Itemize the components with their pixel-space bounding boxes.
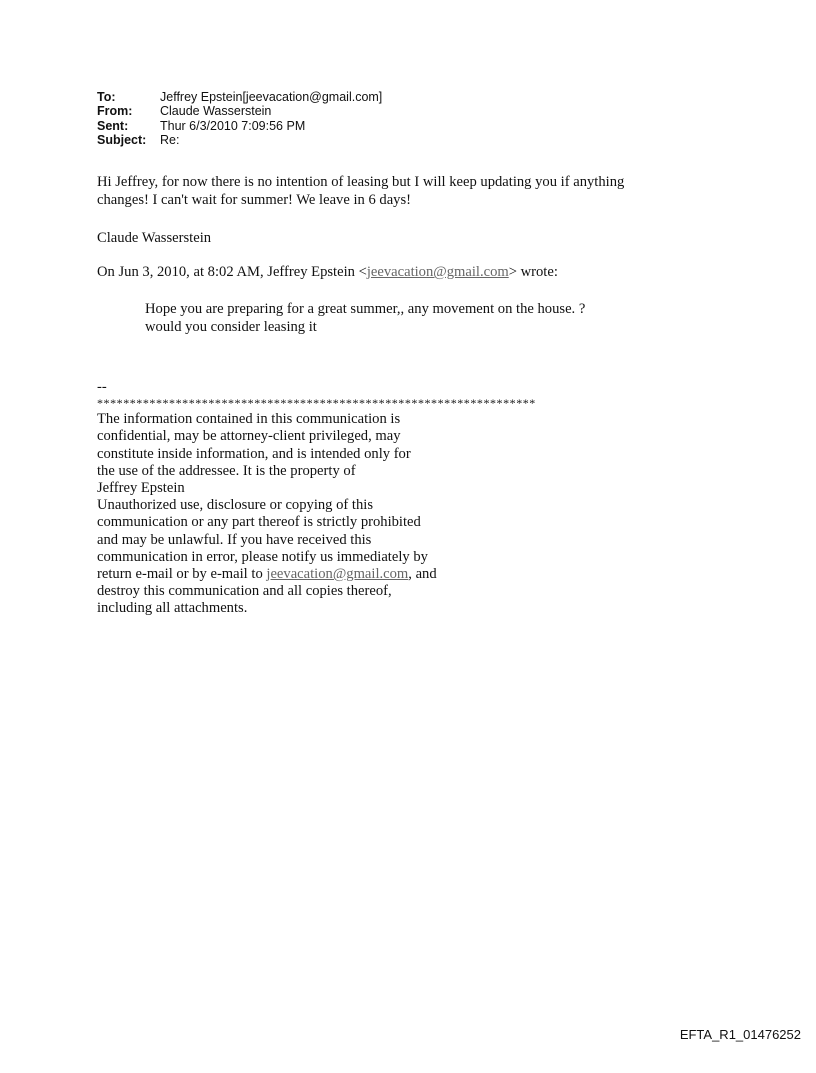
quote-intro <box>97 264 558 282</box>
disclaimer-line: including all attachments. <box>97 600 248 617</box>
star-divider: ******************************************************************* <box>97 396 536 411</box>
header-from-row <box>97 104 382 118</box>
header-sent-row <box>97 119 382 133</box>
quoted-message <box>145 301 585 336</box>
from-label: From: <box>97 104 133 119</box>
quote-intro-email-link[interactable]: jeevacation@gmail.com <box>366 264 509 280</box>
disclaimer-line: the use of the addressee. It is the property of <box>97 462 356 479</box>
quote-intro-wrote: > wrote: <box>508 264 558 280</box>
notify-text-end: , and <box>408 566 437 583</box>
subject-value: Re: <box>160 132 180 147</box>
signature: Claude Wasserstein <box>97 230 212 246</box>
disclaimer-line: The information contained in this communication is <box>97 411 401 428</box>
to-label: To: <box>97 90 116 104</box>
quoted-line-1: Hope you are preparing for a great summer,, any movement on the house. ? <box>145 301 586 317</box>
body-line-1: Hi Jeffrey, for now there is no intention of leasing but I will keep updating you if anything <box>97 174 625 190</box>
email-header <box>97 90 382 147</box>
disclaimer-line: destroy this communication and all copies thereof, <box>97 583 392 600</box>
to-value: Jeffrey Epstein[jeevacation@gmail.com] <box>160 90 383 104</box>
body-line-2: changes! I can't wait for summer! We leave in 6 days! <box>97 191 412 208</box>
document-id: EFTA_R1_01476252 <box>679 1027 801 1042</box>
header-to-row <box>97 90 382 104</box>
header-subject-row <box>97 133 382 147</box>
disclaimer-line: communication in error, please notify us immediately by <box>97 548 428 565</box>
disclaimer-email-link[interactable]: jeevacation@gmail.com <box>266 566 409 583</box>
disclaimer-line: constitute inside information, and is intended only for <box>97 445 411 462</box>
disclaimer-line: communication or any part thereof is strictly prohibited <box>97 514 421 531</box>
quote-intro-text: On Jun 3, 2010, at 8:02 AM, Jeffrey Epstein < <box>97 264 367 280</box>
disclaimer-line: and may be unlawful. If you have received this <box>97 531 372 548</box>
quoted-line-2: would you consider leasing it <box>145 318 317 335</box>
from-value: Claude Wasserstein <box>160 104 272 119</box>
disclaimer <box>97 379 536 618</box>
sent-value: Thur 6/3/2010 7:09:56 PM <box>160 118 306 133</box>
disclaimer-notify-line <box>97 566 536 583</box>
sent-label: Sent: <box>97 118 129 133</box>
disclaimer-line: confidential, may be attorney-client privileged, may <box>97 428 401 445</box>
disclaimer-line: Unauthorized use, disclosure or copying of this <box>97 497 374 514</box>
disclaimer-line: Jeffrey Epstein <box>97 480 185 497</box>
subject-label: Subject: <box>97 132 147 147</box>
notify-text: return e-mail or by e-mail to <box>97 566 267 583</box>
body-paragraph <box>97 174 624 209</box>
signature-dashes: -- <box>97 379 107 395</box>
